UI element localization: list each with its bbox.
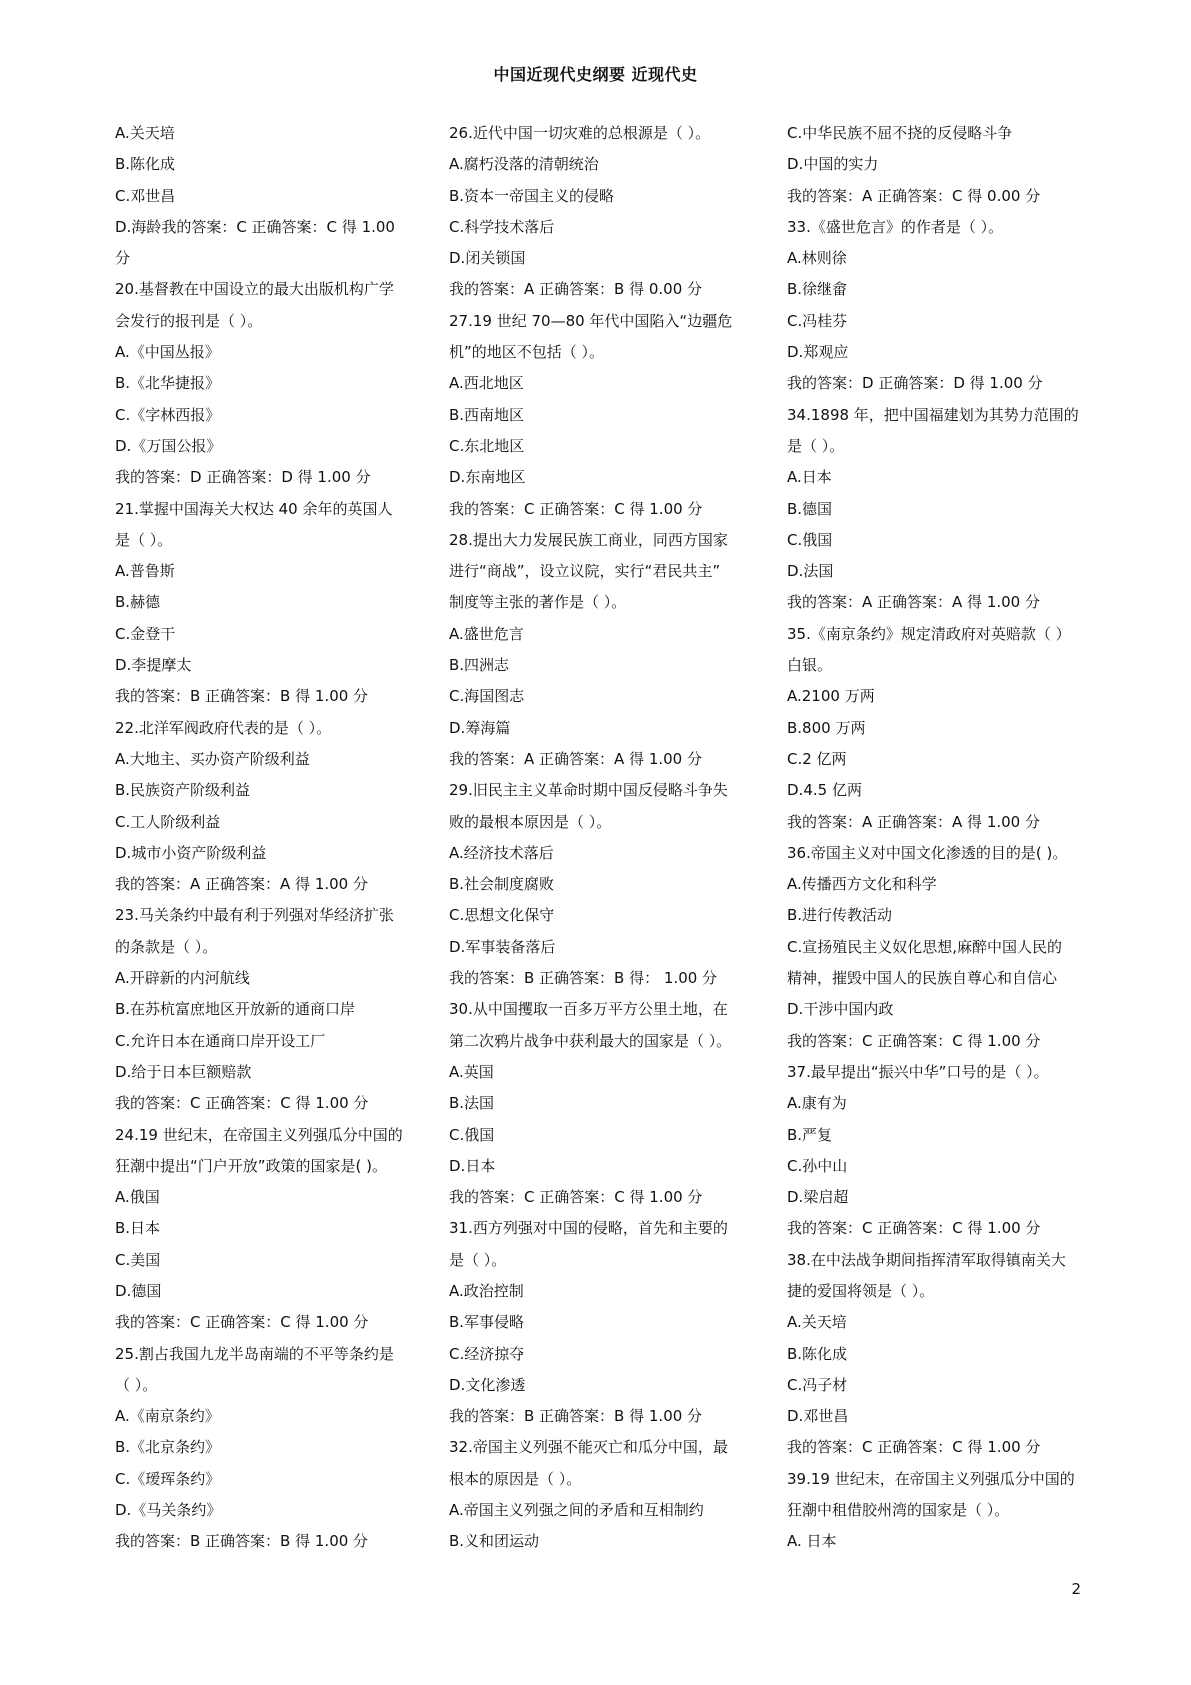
text-line: D.文化渗透 [449, 1375, 526, 1394]
text-line: 我的答案：A 正确答案：A 得 1.00 分 [115, 875, 368, 894]
text-line: A.关天培 [787, 1313, 847, 1332]
text-line: 27.19 世纪 70—80 年代中国陷入“边疆危 [449, 311, 733, 330]
text-line: C.邓世昌 [115, 186, 176, 205]
page-title: 中国近现代史纲要 近现代史 [493, 65, 698, 84]
text-column-2 [449, 118, 754, 1558]
text-line: A. 日本 [787, 1532, 837, 1551]
text-line: 捷的爱国将领是（ ）。 [787, 1281, 935, 1300]
text-line: 33.《盛世危言》的作者是（ ）。 [787, 217, 1004, 236]
text-column-1 [115, 118, 420, 1558]
text-line: C.经济掠夺 [449, 1344, 525, 1363]
text-line: 我的答案：C 正确答案：C 得 1.00 分 [449, 1188, 703, 1207]
text-line: D.李提摩太 [115, 656, 192, 675]
text-line: C.美国 [115, 1250, 161, 1269]
text-line: 35.《南京条约》规定清政府对英赔款（ ） [787, 624, 1071, 643]
text-line: B.德国 [787, 499, 833, 518]
text-line: D.4.5 亿两 [787, 781, 862, 800]
text-line: 的条款是（ ）。 [115, 937, 218, 956]
text-line: A.大地主、买办资产阶级利益 [115, 749, 310, 768]
text-line: C.允许日本在通商口岸开设工厂 [115, 1031, 326, 1050]
text-line: 20.基督教在中国设立的最大出版机构广学 [115, 280, 394, 299]
text-line: D.郑观应 [787, 343, 849, 362]
text-line: B.陈化成 [787, 1344, 848, 1363]
text-line: D.闭关锁国 [449, 249, 526, 268]
text-line: D.《马关条约》 [115, 1501, 222, 1520]
text-line: 我的答案：A 正确答案：A 得 1.00 分 [787, 593, 1040, 612]
text-line: 我的答案：D 正确答案：D 得 1.00 分 [115, 468, 371, 487]
text-line: 我的答案：C 正确答案：C 得 1.00 分 [115, 1094, 369, 1113]
page-number: 2 [1071, 1580, 1081, 1598]
text-line: 我的答案：C 正确答案：C 得 1.00 分 [787, 1031, 1041, 1050]
text-line: 狂潮中租借胶州湾的国家是（ ）。 [787, 1501, 1010, 1520]
text-line: A.《南京条约》 [115, 1407, 220, 1426]
text-line: B.义和团运动 [449, 1532, 540, 1551]
text-line: D.德国 [115, 1281, 162, 1300]
text-line: 我的答案：C 正确答案：C 得 1.00 分 [787, 1219, 1041, 1238]
text-line: B.资本一帝国主义的侵略 [449, 186, 615, 205]
text-line: 我的答案：A 正确答案：A 得 1.00 分 [787, 812, 1040, 831]
text-line: 我的答案：B 正确答案：B 得 1.00 分 [449, 1407, 703, 1426]
text-line: B.徐继畲 [787, 280, 848, 299]
text-line: C.2 亿两 [787, 749, 847, 768]
text-line: 狂潮中提出“门户开放”政策的国家是( )。 [115, 1156, 388, 1175]
text-line: B.民族资产阶级利益 [115, 781, 251, 800]
text-line: A.康有为 [787, 1094, 847, 1113]
text-line: D.干涉中国内政 [787, 1000, 894, 1019]
text-line: 29.旧民主主义革命时期中国反侵略斗争失 [449, 781, 728, 800]
text-line: B.陈化成 [115, 155, 176, 174]
text-line: A.日本 [787, 468, 832, 487]
text-line: D.邓世昌 [787, 1407, 849, 1426]
text-line: C.科学技术落后 [449, 217, 555, 236]
text-line: A.经济技术落后 [449, 843, 554, 862]
text-line: C.思想文化保守 [449, 906, 555, 925]
text-line: 我的答案：B 正确答案：B 得 1.00 分 [115, 687, 369, 706]
text-line: A.政治控制 [449, 1281, 524, 1300]
text-line: 38.在中法战争期间指挥清军取得镇南关大 [787, 1250, 1066, 1269]
text-line: B.《北京条约》 [115, 1438, 221, 1457]
text-line: C.《字林西报》 [115, 405, 221, 424]
text-line: 28.提出大力发展民族工商业，同西方国家 [449, 530, 728, 549]
text-line: B.四洲志 [449, 656, 510, 675]
text-line: 我的答案：A 正确答案：B 得 0.00 分 [449, 280, 703, 299]
text-line: D.中国的实力 [787, 155, 879, 174]
text-line: 24.19 世纪末，在帝国主义列强瓜分中国的 [115, 1125, 403, 1144]
text-line: 是（ ）。 [115, 530, 173, 549]
text-line: 我的答案：B 正确答案：B 得 1.00 分 [115, 1532, 369, 1551]
text-line: A.关天培 [115, 124, 175, 142]
text-line: 我的答案：C 正确答案：C 得 1.00 分 [115, 1313, 369, 1332]
text-line: D.筹海篇 [449, 718, 511, 737]
text-line: 会发行的报刊是（ ）。 [115, 311, 263, 330]
text-line: 分 [115, 249, 131, 268]
text-line: 我的答案：D 正确答案：D 得 1.00 分 [787, 374, 1043, 393]
text-line: C.金登干 [115, 624, 176, 643]
text-line: C.中华民族不屈不挠的反侵略斗争 [787, 124, 1013, 142]
text-line: 25.割占我国九龙半岛南端的不平等条约是 [115, 1344, 394, 1363]
text-line: A.帝国主义列强之间的矛盾和互相制约 [449, 1501, 704, 1520]
text-line: 37.最早提出“振兴中华”口号的是（ ）。 [787, 1062, 1049, 1081]
text-line: 我的答案：A 正确答案：A 得 1.00 分 [449, 749, 702, 768]
text-line: C.《瑷珲条约》 [115, 1469, 221, 1488]
text-line: A.传播西方文化和科学 [787, 875, 937, 894]
text-line: D.东南地区 [449, 468, 526, 487]
text-line: B.赫德 [115, 593, 161, 612]
text-line: A.英国 [449, 1062, 494, 1081]
text-line: C.俄国 [787, 530, 833, 549]
text-line: A.《中国丛报》 [115, 343, 220, 362]
text-line: 我的答案：C 正确答案：C 得 1.00 分 [449, 499, 703, 518]
text-line: 制度等主张的著作是（ ）。 [449, 593, 627, 612]
text-line: A.西北地区 [449, 374, 524, 393]
text-line: 23.马关条约中最有利于列强对华经济扩张 [115, 906, 394, 925]
text-line: A.林则徐 [787, 249, 847, 268]
text-line: 21.掌握中国海关大权达 40 余年的英国人 [115, 499, 393, 518]
text-line: C.冯桂芬 [787, 311, 848, 330]
text-line: 白银。 [787, 656, 833, 675]
text-line: 机”的地区不包括（ ）。 [449, 343, 605, 362]
text-line: 36.帝国主义对中国文化渗透的目的是( )。 [787, 843, 1068, 862]
text-line: C.俄国 [449, 1125, 495, 1144]
text-line: 34.1898 年，把中国福建划为其势力范围的 [787, 405, 1079, 424]
text-line: B.800 万两 [787, 718, 866, 737]
text-line: 精神，摧毁中国人的民族自尊心和自信心 [787, 969, 1058, 988]
text-line: 30.从中国攫取一百多万平方公里土地，在 [449, 1000, 728, 1019]
text-line: A.盛世危言 [449, 624, 524, 643]
text-line: B.在苏杭富庶地区开放新的通商口岸 [115, 1000, 356, 1019]
text-line: 我的答案：A 正确答案：C 得 0.00 分 [787, 186, 1041, 205]
text-line: C.工人阶级利益 [115, 812, 221, 831]
text-line: B.日本 [115, 1219, 161, 1238]
text-line: 败的最根本原因是（ ）。 [449, 812, 612, 831]
text-line: B.西南地区 [449, 405, 525, 424]
text-line: C.宣扬殖民主义奴化思想,麻醉中国人民的 [787, 937, 1063, 956]
text-line: B.社会制度腐败 [449, 875, 555, 894]
text-line: C.冯子材 [787, 1375, 848, 1394]
text-line: B.《北华捷报》 [115, 374, 221, 393]
text-line: A.普鲁斯 [115, 562, 175, 581]
text-line: 根本的原因是（ ）。 [449, 1469, 582, 1488]
text-line: A.俄国 [115, 1188, 160, 1207]
text-line: 26.近代中国一切灾难的总根源是（ ）。 [449, 124, 711, 142]
text-line: （ ）。 [115, 1375, 158, 1394]
text-line: A.开辟新的内河航线 [115, 969, 250, 988]
text-line: D.军事装备落后 [449, 937, 556, 956]
text-line: D.给于日本巨额赔款 [115, 1062, 252, 1081]
text-line: B.军事侵略 [449, 1313, 525, 1332]
text-line: A.2100 万两 [787, 687, 875, 706]
text-line: C.海国图志 [449, 687, 525, 706]
text-line: D.海龄我的答案：C 正确答案：C 得 1.00 [115, 217, 395, 236]
text-line: D.城市小资产阶级利益 [115, 843, 267, 862]
text-line: D.梁启超 [787, 1188, 849, 1207]
text-line: D.法国 [787, 562, 834, 581]
text-line: 22.北洋军阀政府代表的是（ ）。 [115, 718, 332, 737]
text-line: 第二次鸦片战争中获利最大的国家是（ ）。 [449, 1031, 732, 1050]
text-line: D.日本 [449, 1156, 496, 1175]
text-line: 我的答案：C 正确答案：C 得 1.00 分 [787, 1438, 1041, 1457]
text-line: B.法国 [449, 1094, 495, 1113]
text-line: B.严复 [787, 1125, 833, 1144]
text-line: 31.西方列强对中国的侵略，首先和主要的 [449, 1219, 728, 1238]
text-line: A.腐朽没落的清朝统治 [449, 155, 599, 174]
text-line: 我的答案：B 正确答案：B 得： 1.00 分 [449, 969, 718, 988]
text-column-3 [787, 118, 1092, 1558]
text-line: 32.帝国主义列强不能灭亡和瓜分中国，最 [449, 1438, 728, 1457]
text-line: 是（ ）。 [787, 436, 845, 455]
text-line: 39.19 世纪末，在帝国主义列强瓜分中国的 [787, 1469, 1075, 1488]
text-line: 是（ ）。 [449, 1250, 507, 1269]
text-line: B.进行传教活动 [787, 906, 893, 925]
text-line: 进行“商战”，设立议院，实行“君民共主” [449, 562, 721, 581]
text-line: C.孙中山 [787, 1156, 848, 1175]
text-line: D.《万国公报》 [115, 436, 222, 455]
text-line: C.东北地区 [449, 436, 525, 455]
